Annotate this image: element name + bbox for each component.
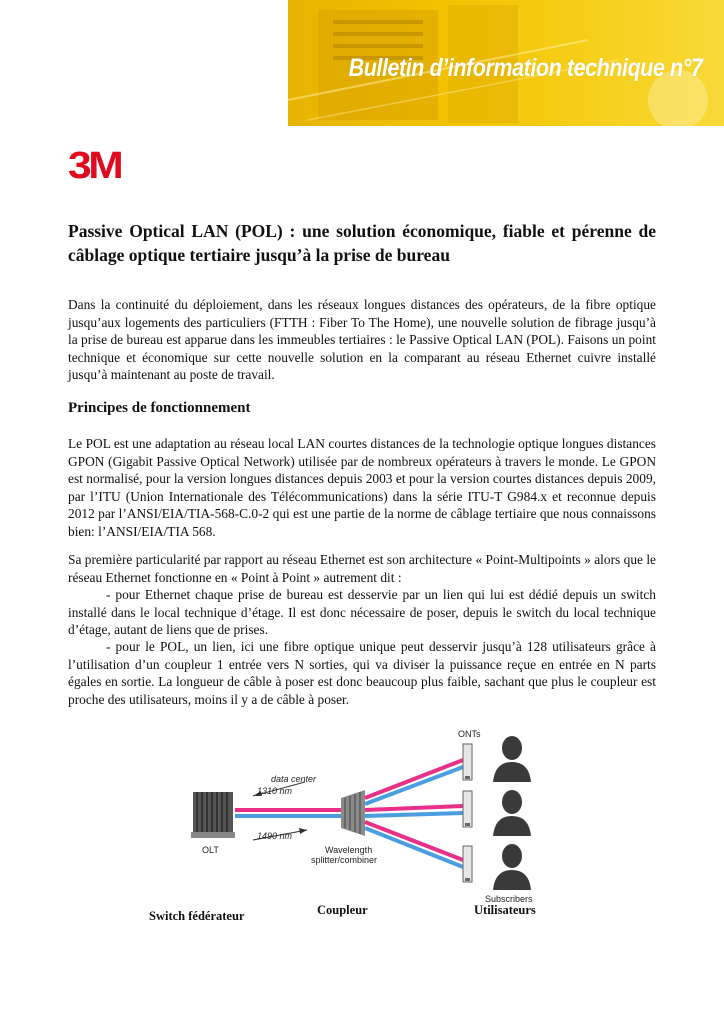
subscribers-label: Subscribers [485,894,533,904]
caption-utilisateurs: Utilisateurs [474,903,536,917]
ont-device [463,744,472,780]
olt-label: OLT [202,845,219,855]
ont-device [463,791,472,827]
caption-switch: Switch fédérateur [149,909,245,923]
label-1310: 1310 nm [257,786,293,796]
paragraph-architecture: Sa première particularité par rapport au réseau Ethernet est son architecture « Point-Multipoints » alors que le réseau Ethernet fonctionne en « Point à Point » autrement dit : [68,552,656,585]
section-heading: Principes de fonctionnement [68,400,251,416]
caption-coupleur: Coupleur [317,903,368,917]
bullet-ethernet [68,586,656,639]
pol-diagram [175,720,555,905]
bulletin-title: Bulletin d’information technique n°7 [348,54,702,82]
paragraph-gpon: Le POL est une adaptation au réseau local LAN courtes distances de la technologie optique longues distances GPON (Gigabit Passive Optical Network) utilisée par de nombreux opérateurs à travers le monde. Le GPON est normalisé, pour la version longues distances depuis 2003 et pour la version courtes distances depuis 2009, par l’ITU (Union Internationale des Télécommunications) dans la série ITU-T G984.x et reconnue depuis 2012 par l’ANSI/EIA/TIA-568-C.0-2 qui est une partie de la norme de câblage tertiaire que nous connaissons bien: l’ANSI/EIA/TIA 568. [68,436,656,539]
bullet-pol [68,638,656,708]
subscriber-icon [493,790,531,836]
olt-device [191,792,235,838]
bullet-ethernet-text: - pour Ethernet chaque prise de bureau est desservie par un lien qui lui est dédié depuis un switch installé dans le local technique d’étage. Il est donc nécessaire de poser, depuis le switch du local technique d’étage, autant de liens que de prises. [68,587,656,637]
document-title: Passive Optical LAN (POL) : une solution économique, fiable et pérenne de câblage optique tertiaire jusqu’à la prise de bureau [68,221,656,265]
bullet-pol-text: - pour le POL, un lien, ici une fibre optique unique peut desservir jusqu’à 128 utilisateurs grâce à l’utilisation d’un coupleur 1 entrée vers N sorties, qui va diviser la puissance reçue en entrée en N parts égales en sortie. La longueur de câble à poser est donc beaucoup plus faible, sachant que plus le coupleur est proche des utilisateurs, moins il y a de câble à poser. [68,639,656,707]
subscriber-icon [493,736,531,782]
wavelength-label: Wavelength [325,845,373,855]
subscriber-icon [493,844,531,890]
fiber-branches [365,760,463,867]
label-1490: 1490 nm [257,831,293,841]
intro-paragraph: Dans la continuité du déploiement, dans les réseaux longues distances des opérateurs, de la fibre optique jusqu’aux logements des particuliers (FTTH : Fiber To The Home), une nouvelle solution de fibrage jusqu’à la prise de bureau est apparue dans les immeubles tertiaires : le Passive Optical LAN (POL). Faisons un point technique et économique sur cette nouvelle solution en la comparant au réseau Ethernet cuivre installé jusqu’à maintenant au poste de travail. [68,297,656,382]
header-banner [288,0,724,126]
data-center-label: data center [271,774,317,784]
3m-logo: 3M [68,145,121,187]
ont-device [463,846,472,882]
onts-label: ONTs [458,729,481,739]
splitter-label: splitter/combiner [311,855,378,865]
splitter-device [341,790,365,836]
